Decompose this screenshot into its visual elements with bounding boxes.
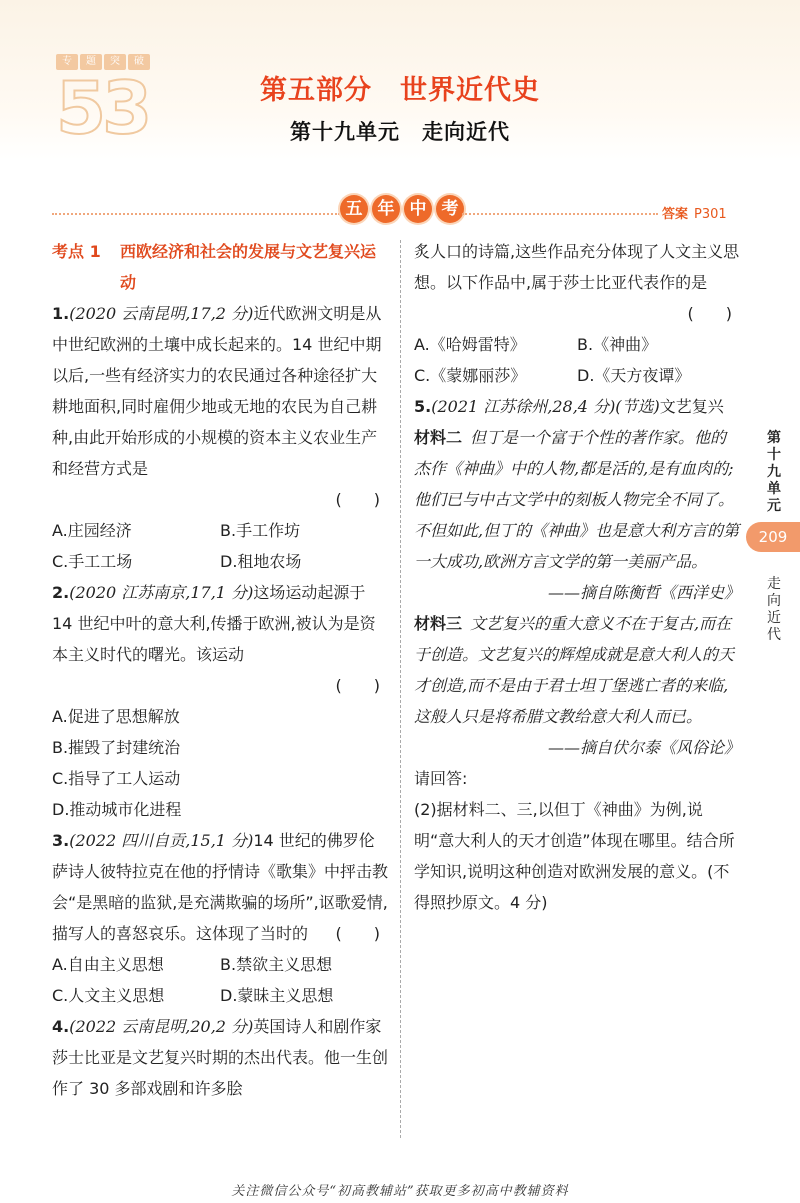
page-number-tab: 209 xyxy=(746,522,800,552)
option-d[interactable]: D.推动城市化进程 xyxy=(52,800,182,819)
answer-reference xyxy=(662,203,727,222)
option-a[interactable]: A.《哈姆雷特》 xyxy=(414,335,526,354)
option-b[interactable]: B.手工作坊 xyxy=(220,521,301,540)
part-title: 第五部分 世界近代史 xyxy=(260,75,540,106)
option-a[interactable]: A.自由主义思想 xyxy=(52,955,164,974)
answer-blank[interactable]: ( ) xyxy=(335,490,380,509)
column-divider xyxy=(400,240,401,1138)
answer-blank[interactable]: ( ) xyxy=(687,304,732,323)
option-d[interactable]: D.租地农场 xyxy=(220,552,302,571)
kaodian-number: 考点 1 xyxy=(52,242,101,261)
options xyxy=(52,515,388,577)
option-b[interactable]: B.《神曲》 xyxy=(577,335,658,354)
option-a[interactable]: A.庄园经济 xyxy=(52,521,132,540)
option-c[interactable]: C.《蒙娜丽莎》 xyxy=(414,366,527,385)
banner-divider-left xyxy=(52,213,340,215)
option-d[interactable]: D.《天方夜谭》 xyxy=(577,366,691,385)
question-5 xyxy=(414,391,740,918)
option-c[interactable]: C.人文主义思想 xyxy=(52,986,165,1005)
material-text: 文艺复兴的重大意义不在于复古,而在于创造。文艺复兴的辉煌成就是意大利人的天才创造,而不是由于君士坦丁堡逃亡者的来临,这般人只是将希腊文教给意大利人而已。 xyxy=(414,614,735,726)
section-banner xyxy=(340,195,464,223)
material-citation: ——摘自伏尔泰《风俗论》 xyxy=(547,738,740,757)
question-1 xyxy=(52,298,388,577)
question-text: 英国诗人和剧作家莎士比亚是文艺复兴时期的杰出代表。他一生创作了 30 多部戏剧和许多脍 xyxy=(52,1017,389,1098)
question-text: 文艺复兴 xyxy=(659,397,724,416)
right-column xyxy=(414,236,740,918)
answer-page: P301 xyxy=(694,207,727,222)
options xyxy=(52,701,388,825)
kaodian-heading xyxy=(52,236,388,298)
banner-divider-right xyxy=(462,213,658,215)
unit-title: 第十九单元 走向近代 xyxy=(290,120,510,144)
answer-label: 答案 xyxy=(662,207,689,222)
option-c[interactable]: C.手工工场 xyxy=(52,552,133,571)
answer-blank[interactable]: ( ) xyxy=(335,676,380,695)
left-column xyxy=(52,236,388,1104)
option-a[interactable]: A.促进了思想解放 xyxy=(52,707,180,726)
banner-char: 年 xyxy=(372,195,400,223)
material-3 xyxy=(414,608,740,732)
question-2 xyxy=(52,577,388,825)
option-b[interactable]: B.禁欲主义思想 xyxy=(220,955,333,974)
question-4 xyxy=(52,1011,388,1104)
option-c[interactable]: C.指导了工人运动 xyxy=(52,769,181,788)
question-number: 1. xyxy=(52,304,70,323)
question-text: 14 世纪的佛罗伦萨诗人彼特拉克在他的抒情诗《歌集》中抨击教会“是黑暗的监狱,是充满欺骗的场所”,讴歌爱情,描写人的喜怒哀乐。这体现了当时的 xyxy=(52,831,389,943)
material-text: 但丁是一个富于个性的著作家。他的杰作《神曲》中的人物,都是活的,是有血肉的;他们已与中古文学中的刻板人物完全不同了。不但如此,但丁的《神曲》也是意大利方言的第一大成功,欧洲方言文学的第一美丽产品。 xyxy=(414,428,740,571)
question-number: 5. xyxy=(414,397,432,416)
answer-blank[interactable]: ( ) xyxy=(335,924,380,943)
sub-question-2: (2)据材料二、三,以但丁《神曲》为例,说明“意大利人的天才创造”体现在哪里。结合所学知识,说明这种创造对欧洲发展的意义。(不得照抄原文。4 分) xyxy=(414,800,735,912)
logo-tab: 破 xyxy=(128,54,150,70)
question-3 xyxy=(52,825,388,1011)
question-number: 2. xyxy=(52,583,70,602)
answer-prompt: 请回答: xyxy=(414,769,468,788)
banner-char: 五 xyxy=(340,195,368,223)
material-label: 材料二 xyxy=(414,428,463,447)
banner-char: 考 xyxy=(436,195,464,223)
question-source: (2020 江苏南京,17,1 分) xyxy=(69,583,254,602)
question-text: 这场运动起源于 14 世纪中叶的意大利,传播于欧洲,被认为是资本主义时代的曙光。该运动 xyxy=(52,583,376,664)
question-source: (2021 江苏徐州,28,4 分)(节选) xyxy=(431,397,660,416)
material-label: 材料三 xyxy=(414,614,463,633)
kaodian-title: 西欧经济和社会的发展与文艺复兴运动 xyxy=(120,242,377,292)
logo-tab: 突 xyxy=(104,54,126,70)
question-4-continued xyxy=(414,236,740,391)
question-source: (2022 云南昆明,20,2 分) xyxy=(69,1017,254,1036)
question-number: 3. xyxy=(52,831,70,850)
side-unit-label: 第十九单元 xyxy=(767,430,781,514)
footer-note: 关注微信公众号“初高教辅站”获取更多初高中教辅资料 xyxy=(231,1184,569,1199)
options xyxy=(52,949,388,1011)
material-2 xyxy=(414,422,740,577)
logo-tab: 题 xyxy=(80,54,102,70)
side-topic-label: 走向近代 xyxy=(767,576,781,643)
question-source: (2020 云南昆明,17,2 分) xyxy=(69,304,254,323)
logo-number: 53 xyxy=(56,66,149,150)
material-citation: ——摘自陈衡哲《西洋史》 xyxy=(547,583,740,602)
question-number: 4. xyxy=(52,1017,70,1036)
question-source: (2022 四川自贡,15,1 分) xyxy=(69,831,254,850)
question-text: 近代欧洲文明是从中世纪欧洲的土壤中成长起来的。14 世纪中期以后,一些有经济实力的农民通过各种途径扩大耕地面积,同时雇佣少地或无地的农民为自己耕种,由此开始形成的小规模的资本主义农业生产和经营方式是 xyxy=(52,304,382,478)
question-text: 炙人口的诗篇,这些作品充分体现了人文主义思想。以下作品中,属于莎士比亚代表作的是 xyxy=(414,242,740,292)
banner-char: 中 xyxy=(404,195,432,223)
option-d[interactable]: D.蒙昧主义思想 xyxy=(220,986,334,1005)
option-b[interactable]: B.摧毁了封建统治 xyxy=(52,738,181,757)
logo-tab: 专 xyxy=(56,54,78,70)
options xyxy=(414,329,740,391)
